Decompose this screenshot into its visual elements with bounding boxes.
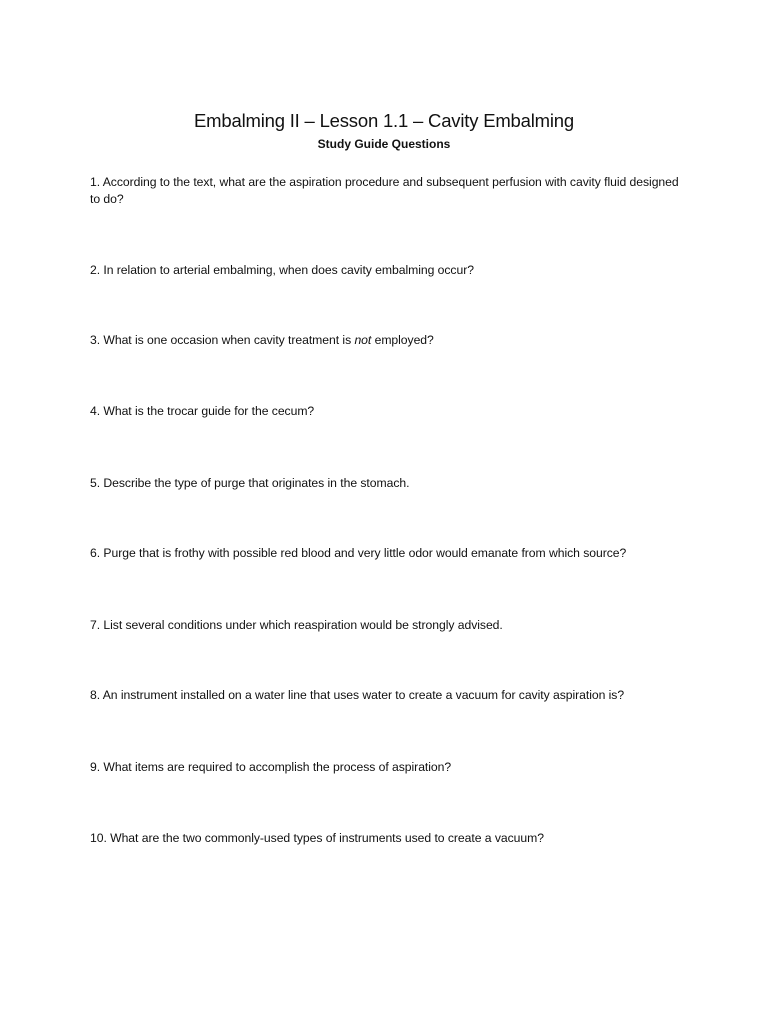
question-6: 6. Purge that is frothy with possible red blood and very little odor would emanate from which source? [90,546,627,560]
question-7: 7. List several conditions under which reaspiration would be strongly advised. [90,618,503,632]
question-3-text-before: 3. What is one occasion when cavity treatment is [90,333,355,347]
question-5: 5. Describe the type of purge that originates in the stomach. [90,476,410,490]
question-4: 4. What is the trocar guide for the cecum? [90,404,315,418]
question-3 [90,332,690,349]
question-1: 1. According to the text, what are the aspiration procedure and subsequent perfusion with cavity fluid designed to do? [90,175,679,206]
document-subtitle: Study Guide Questions [317,137,451,151]
question-3-emphasis: not [354,333,372,347]
question-3-text-after: employed? [371,333,434,347]
question-8: 8. An instrument installed on a water line that uses water to create a vacuum for cavity aspiration is? [90,688,625,702]
question-9: 9. What items are required to accomplish the process of aspiration? [90,760,452,774]
question-2: 2. In relation to arterial embalming, when does cavity embalming occur? [90,263,474,277]
question-10: 10. What are the two commonly-used types of instruments used to create a vacuum? [90,831,544,845]
document-title: Embalming II – Lesson 1.1 – Cavity Embalming [194,110,574,131]
